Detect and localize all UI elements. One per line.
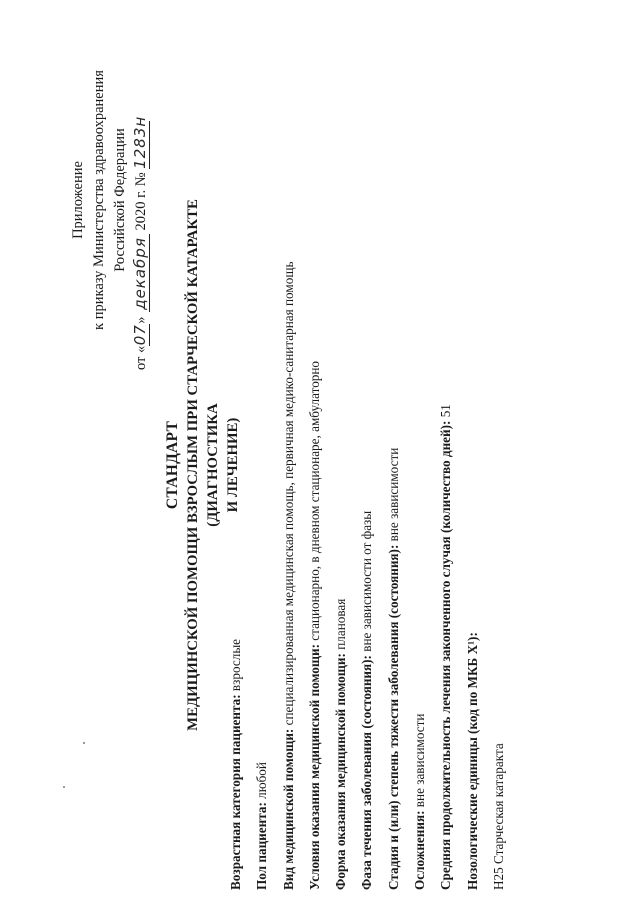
field-icd-code: H25 Старческая катаракта <box>490 743 506 890</box>
order-number-handwritten: 1283н <box>131 115 149 169</box>
field-care-form: Форма оказания медицинской помощи: плановая <box>333 598 349 890</box>
order-year-number-label: 2020 г. № <box>133 172 149 231</box>
order-day-handwritten: 07 <box>131 324 149 346</box>
field-complications: Осложнения: вне зависимости <box>412 713 428 890</box>
field-nosological-units: Нозологические единицы (код по МКБ X¹): <box>464 632 480 890</box>
field-care-type: Вид медицинской помощи: специализированная медицинская помощь, первичная медико-санитарная помощь <box>280 261 296 890</box>
field-disease-stage: Стадия и (или) степень тяжести заболевания (состояния): вне зависимости <box>385 447 401 890</box>
title-continuation: И ЛЕЧЕНИЕ) <box>225 417 241 513</box>
appendix-country: Российской Федерации <box>112 128 128 272</box>
field-age-category: Возрастная категория пациента: взрослые <box>228 638 243 890</box>
field-disease-phase: Фаза течения заболевания (состояния): вне зависимости от фазы <box>359 510 375 890</box>
order-day-suffix: » <box>133 316 149 324</box>
order-prefix: от « <box>133 345 149 370</box>
field-patient-sex: Пол пациента: любой <box>254 762 270 890</box>
appendix-heading: Приложение <box>70 161 86 239</box>
title-standard: СТАНДАРТ <box>164 420 181 510</box>
appendix-order-ref: к приказу Министерства здравоохранения <box>91 70 107 330</box>
field-care-conditions: Условия оказания медицинской помощи: стационарно, в дневном стационаре, амбулаторно <box>306 360 322 890</box>
standard-fields <box>223 30 512 890</box>
title-main: МЕДИЦИНСКОЙ ПОМОЩИ ВЗРОСЛЫМ ПРИ СТАРЧЕСКОЙ КАТАРАКТЕ (ДИАГНОСТИКА <box>185 199 221 731</box>
order-month-handwritten: декабря <box>131 234 150 312</box>
field-treatment-duration: Средняя продолжительность лечения законченного случая (количество дней): 51 <box>438 404 454 890</box>
order-date-line <box>130 115 152 370</box>
appendix-block <box>68 35 131 365</box>
